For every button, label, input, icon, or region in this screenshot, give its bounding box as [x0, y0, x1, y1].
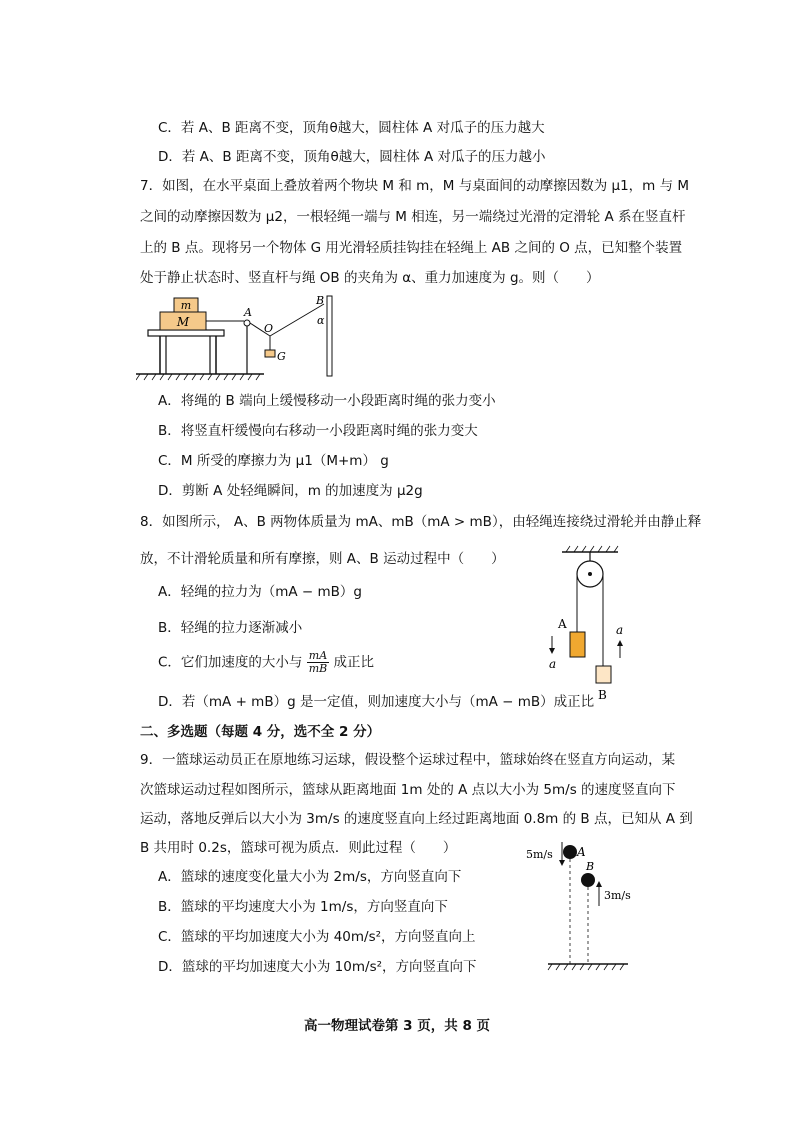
q9-option-c: C．篮球的平均加速度大小为 40m/s²，方向竖直向上 — [158, 929, 476, 945]
fig9-label-B: B — [586, 860, 595, 873]
q9-stem-line3: 运动，落地反弹后以大小为 3m/s 的速度竖直向上经过距离地面 0.8m 的 B 点，已知从 A 到 — [140, 811, 693, 827]
fig9-label-5ms: 5m/s — [526, 848, 553, 861]
q7-option-c: C．M 所受的摩擦力为 μ1（M+m） g — [158, 453, 389, 469]
q8-option-a: A．轻绳的拉力为（mA − mB）g — [158, 584, 362, 600]
q7-stem-line2: 之间的动摩擦因数为 μ2，一根轻绳一端与 M 相连，另一端绕过光滑的定滑轮 A 系在竖直杆 — [140, 209, 686, 225]
fig7-label-A: A — [244, 306, 252, 319]
q7-stem-line3: 上的 B 点。现将另一个物体 G 用光滑轻质挂钩挂在轻绳上 AB 之间的 O 点，已知整个装置 — [140, 240, 683, 256]
q6-option-c: C．若 A、B 距离不变，顶角θ越大，圆柱体 A 对瓜子的压力越大 — [158, 120, 545, 136]
q7-stem-line1: 7．如图，在水平桌面上叠放着两个物块 M 和 m，M 与桌面间的动摩擦因数为 μ1，m 与 M — [140, 178, 690, 194]
q8-fraction-denominator: mB — [308, 662, 328, 675]
q8-figure — [540, 544, 630, 704]
q7-option-d: D．剪断 A 处轻绳瞬间，m 的加速度为 μ2g — [158, 483, 423, 499]
q9-option-b: B．篮球的平均速度大小为 1m/s，方向竖直向下 — [158, 899, 448, 915]
q8-option-c-prefix: C．它们加速度的大小与 — [158, 654, 303, 671]
q8-stem-line2: 放，不计滑轮质量和所有摩擦，则 A、B 运动过程中（ ） — [140, 551, 505, 567]
q7-figure — [136, 292, 346, 384]
q9-stem-line4: B 共用时 0.2s，篮球可视为质点．则此过程（ ） — [140, 840, 457, 856]
fig7-label-B: B — [316, 294, 325, 307]
fig7-label-M: M — [176, 315, 190, 329]
q9-figure — [520, 836, 635, 976]
q8-option-c — [158, 650, 374, 675]
q8-option-c-suffix: 成正比 — [333, 654, 375, 671]
q8-option-c-fraction — [307, 650, 330, 675]
q7-stem-line4: 处于静止状态时、竖直杆与绳 OB 的夹角为 α、重力加速度为 g。则（ ） — [140, 270, 600, 286]
fig7-label-alpha: α — [317, 314, 325, 327]
fig8-label-A: A — [558, 617, 567, 631]
q8-option-b: B．轻绳的拉力逐渐减小 — [158, 620, 303, 636]
q9-stem-line2: 次篮球运动过程如图所示，篮球从距离地面 1m 处的 A 点以大小为 5m/s 的速度竖直向下 — [140, 782, 676, 798]
page-footer: 高一物理试卷第 3 页，共 8 页 — [303, 1018, 491, 1034]
q8-stem-line1: 8．如图所示， A、B 两物体质量为 mA、mB（mA > mB），由轻绳连接绕过滑轮并由静止释 — [140, 514, 702, 530]
q6-option-d: D．若 A、B 距离不变，顶角θ越大，圆柱体 A 对瓜子的压力越小 — [158, 149, 546, 165]
fig8-label-B: B — [598, 688, 607, 702]
fig7-label-G: G — [277, 350, 286, 363]
fig9-label-A: A — [577, 845, 586, 859]
q7-option-b: B．将竖直杆缓慢向右移动一小段距离时绳的张力变大 — [158, 423, 478, 439]
q7-option-a: A．将绳的 B 端向上缓慢移动一小段距离时绳的张力变小 — [158, 393, 496, 409]
fig7-label-m: m — [180, 299, 192, 312]
fig7-label-O: O — [264, 322, 274, 335]
q8-option-d: D．若（mA + mB）g 是一定值，则加速度大小与（mA − mB）成正比 — [158, 694, 595, 710]
q9-stem-line1: 9．一篮球运动员正在原地练习运球，假设整个运球过程中，篮球始终在竖直方向运动，某 — [140, 752, 676, 768]
fig9-label-3ms: 3m/s — [604, 889, 631, 902]
fig8-label-a-left: a — [549, 657, 557, 671]
q8-fraction-numerator: mA — [307, 650, 330, 663]
fig8-label-a-right: a — [616, 623, 624, 637]
section-2-heading: 二、多选题（每题 4 分，选不全 2 分） — [140, 724, 381, 740]
q9-option-d: D．篮球的平均加速度大小为 10m/s²，方向竖直向下 — [158, 959, 477, 975]
q9-option-a: A．篮球的速度变化量大小为 2m/s，方向竖直向下 — [158, 869, 462, 885]
